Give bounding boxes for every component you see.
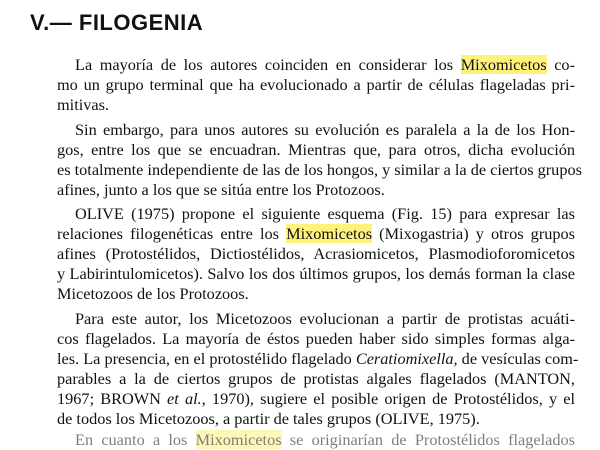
paragraph-4-line-6: de todos los Micetozoos, a partir de tales grupos (OLIVE, 1975). — [57, 409, 480, 428]
italic-term: et al., — [167, 389, 206, 408]
italic-term: Ceratiomixella, — [355, 349, 458, 368]
paragraph-1-line-3: mitivas. — [57, 95, 110, 114]
paragraph-4-line-1: Para este autor, los Micetozoos evolucionan a partir de protistas acuáti- — [75, 309, 575, 328]
paragraph-4-line-5 — [57, 389, 575, 409]
highlighted-term: Mixomicetos — [286, 224, 373, 243]
section-heading: V.— FILOGENIA — [30, 10, 204, 35]
paragraph-3-line-5: Micetozoos de los Protozoos. — [57, 284, 249, 303]
text-span: se originarían de Protostélidos flagelados — [289, 430, 576, 449]
highlighted-term: Mixomicetos — [460, 55, 547, 74]
paragraph-4-line-4: parables a la de ciertos grupos de protistas algales flagelados (MANTON, — [57, 369, 575, 388]
paragraph-3-line-3: afines (Protostélidos, Dictiostélidos, Acrasiomicetos, Plasmodioforomicetos — [57, 244, 575, 263]
paragraph-3-line-1: OLIVE (1975) propone el siguiente esquema (Fig. 15) para expresar las — [75, 204, 575, 223]
paragraph-2-line-1: Sin embargo, para unos autores su evolución es paralela a la de los Hon- — [75, 120, 575, 139]
text-span: de vesículas com- — [461, 349, 579, 368]
text-span: (Mixogastria) y otros grupos — [379, 224, 576, 243]
cutoff-line — [57, 430, 575, 450]
text-span: co- — [554, 55, 575, 74]
paragraph-3-line-4: y Labirintulomicetos). Salvo los dos últimos grupos, los demás forman la clase — [57, 264, 575, 283]
paragraph-4-line-3 — [57, 349, 579, 369]
paragraph-2-line-3: es totalmente independiente de las de los hongos, y similar a la de ciertos grupos — [57, 160, 582, 179]
paragraph-3-line-2 — [57, 224, 575, 244]
paragraph-2-line-4: afines, junto a los que se sitúa entre los Protozoos. — [57, 180, 385, 199]
paragraph-2-line-2: gos, entre los que se encuadran. Mientras que, para otros, dicha evolución — [57, 140, 575, 159]
text-span: 1967; BROWN — [57, 389, 161, 408]
text-span: relaciones filogenéticas entre los — [57, 224, 280, 243]
paragraph-4-line-2: cos flagelados. La mayoría de éstos pueden haber sido simples formas alga- — [57, 329, 575, 348]
text-span: En cuanto a los — [75, 430, 188, 449]
text-span: les. La presencia, en el protostélido flagelado — [57, 349, 352, 368]
paragraph-1-line-2: mo un grupo terminal que ha evolucionado a partir de células flageladas pri- — [57, 75, 575, 94]
text-span: La mayoría de los autores coinciden en considerar los — [75, 55, 454, 74]
highlighted-term: Mixomicetos — [195, 430, 282, 449]
text-span: 1970), sugiere el posible origen de Protostélidos, y el — [211, 389, 576, 408]
paragraph-1-line-1 — [57, 55, 575, 75]
